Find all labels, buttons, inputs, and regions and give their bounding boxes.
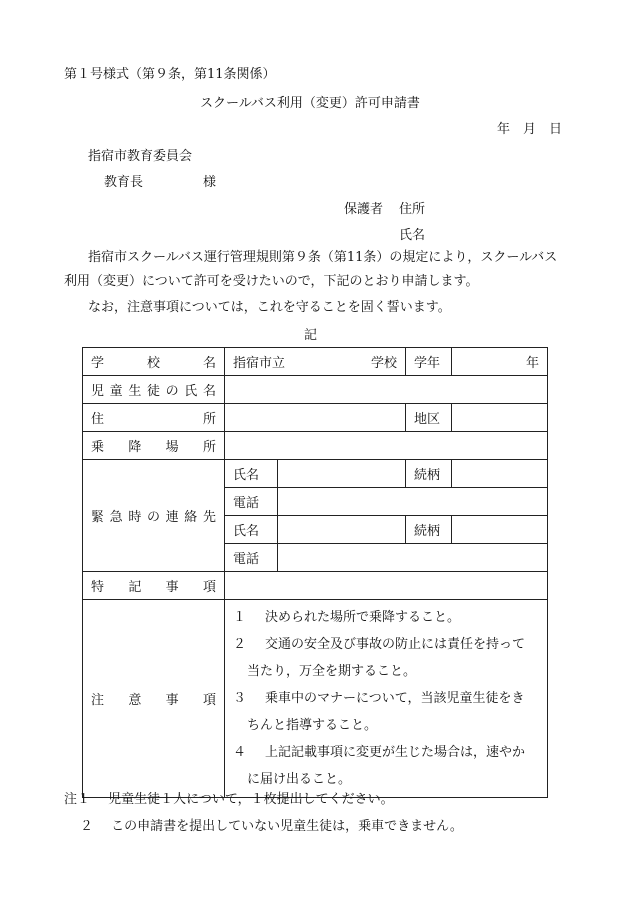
cautions-list [225, 600, 548, 798]
contact1-name-field[interactable] [278, 460, 406, 488]
caution-item: ２ 交通の安全及び事故の防止には責任を持って [233, 637, 526, 652]
body-paragraph-1-text: 指宿市スクールバス運行管理規則第９条（第11条）の規定により，スクールバス利用（変更）について許可を受けたいので，下記のとおり申請します。 [64, 250, 558, 289]
row-remarks [83, 572, 548, 600]
address-label: 住 所 [83, 404, 225, 432]
grade-label: 学年 [406, 348, 452, 376]
contact1-relation-field[interactable] [452, 460, 548, 488]
applicant-name-label: 氏名 [399, 228, 426, 243]
caution-item: ４ 上記記載事項に変更が生じた場合は，速やか [233, 745, 526, 760]
row-address [83, 404, 548, 432]
footnote-prefix: 注１ [64, 792, 91, 807]
school-label: 学 校 名 [83, 348, 225, 376]
addressee-board: 指宿市教育委員会 [88, 149, 193, 164]
remarks-field[interactable] [225, 572, 548, 600]
row-school [83, 348, 548, 376]
district-field[interactable] [452, 404, 548, 432]
application-table [82, 347, 548, 798]
row-stop [83, 432, 548, 460]
contact2-relation-label: 続柄 [406, 516, 452, 544]
student-name-field[interactable] [225, 376, 548, 404]
row-student-name [83, 376, 548, 404]
contact2-relation-field[interactable] [452, 516, 548, 544]
row-emergency-1 [83, 460, 548, 488]
contact1-name-label: 氏名 [225, 460, 278, 488]
caution-item: ３ 乗車中のマナーについて，当該児童生徒をき [233, 691, 525, 706]
ki-heading: 記 [304, 328, 318, 343]
school-suffix: 学校 [370, 356, 397, 371]
grade-field[interactable] [452, 348, 548, 376]
contact2-name-field[interactable] [278, 516, 406, 544]
footnote-2 [80, 820, 463, 833]
footnote-2-text: この申請書を提出していない児童生徒は，乗車できません。 [111, 819, 463, 834]
school-field[interactable] [225, 348, 406, 376]
applicant-role: 保護者 [344, 202, 384, 217]
caution-item-continued: に届け出ること。 [247, 772, 352, 787]
contact1-relation-label: 続柄 [406, 460, 452, 488]
form-title: スクールバス利用（変更）許可申請書 [200, 96, 420, 111]
footnote-1-text: 児童生徒１人について，１枚提出してください。 [108, 792, 394, 807]
grade-suffix: 年 [525, 356, 539, 371]
applicant-address-label: 住所 [399, 202, 426, 217]
body-paragraph-1 [64, 246, 560, 294]
contact2-name-label: 氏名 [225, 516, 278, 544]
school-prefix: 指宿市立 [233, 356, 286, 371]
caution-item: １ 決められた場所で乗降すること。 [233, 610, 461, 625]
caution-item-continued: ちんと指導すること。 [247, 718, 378, 733]
contact2-phone-label: 電話 [225, 544, 278, 572]
caution-item-continued: 当たり，万全を期すること。 [247, 664, 417, 679]
body-paragraph-2 [64, 296, 560, 320]
remarks-label: 特 記 事 項 [83, 572, 225, 600]
footnote-2-number: ２ [80, 819, 94, 834]
cautions-label: 注 意 事 項 [83, 600, 225, 798]
footnote-1 [64, 793, 394, 806]
address-field[interactable] [225, 404, 406, 432]
body-paragraph-2-text: なお，注意事項については，これを守ることを固く誓います。 [88, 300, 451, 315]
stop-label: 乗 降 場 所 [83, 432, 225, 460]
stop-field[interactable] [225, 432, 548, 460]
emergency-label: 緊 急 時 の 連 絡 先 [83, 460, 225, 572]
contact1-phone-field[interactable] [278, 488, 548, 516]
date-line: 年 月 日 [497, 122, 563, 137]
contact1-phone-label: 電話 [225, 488, 278, 516]
form-number: 第１号様式（第９条，第11条関係） [64, 67, 276, 82]
student-name-label: 児 童 生 徒 の 氏 名 [83, 376, 225, 404]
contact2-phone-field[interactable] [278, 544, 548, 572]
addressee-superintendent: 教育長 [104, 175, 144, 190]
addressee-honorific: 様 [203, 175, 217, 190]
row-cautions [83, 600, 548, 798]
district-label: 地区 [406, 404, 452, 432]
